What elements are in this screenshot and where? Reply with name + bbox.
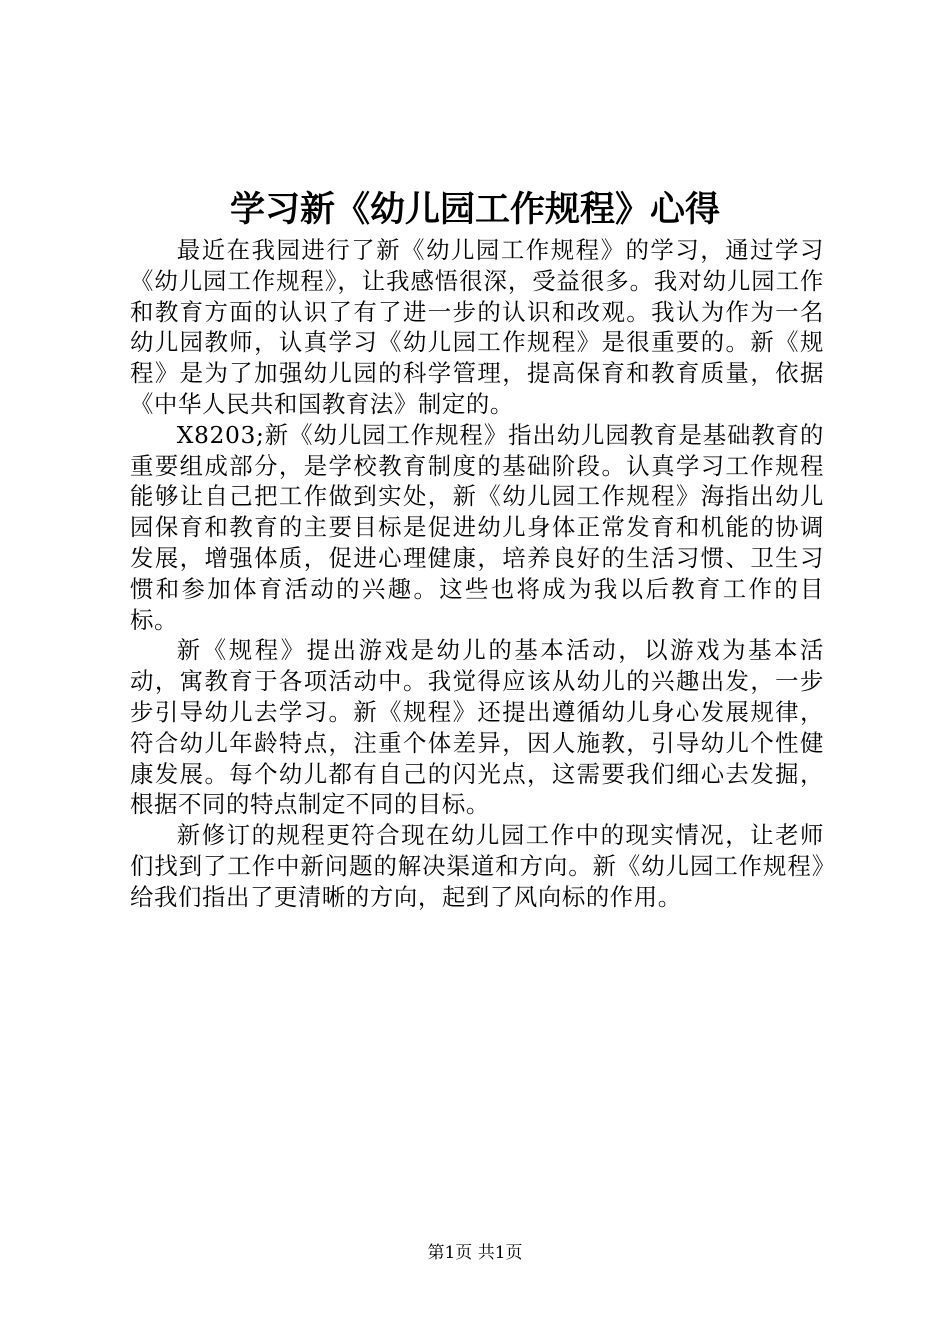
page-title: 学习新《幼儿园工作规程》心得: [229, 189, 720, 230]
paragraph-3: 新《规程》提出游戏是幼儿的基本活动，以游戏为基本活动，寓教育于各项活动中。我觉得应该从幼儿的兴趣出发，一步步引导幼儿去学习。新《规程》还提出遵循幼儿身心发展规律，符合幼儿年龄特点，注重个体差异，因人施教，引导幼儿个性健康发展。每个幼儿都有自己的闪光点，这需要我们细心去发掘，根据不同的特点制定不同的目标。: [130, 636, 824, 819]
paragraph-2: X8203;新《幼儿园工作规程》指出幼儿园教育是基础教育的重要组成部分，是学校教育制度的基础阶段。认真学习工作规程能够让自己把工作做到实处，新《幼儿园工作规程》海指出幼儿园保育和教育的主要目标是促进幼儿身体正常发育和机能的协调发展，增强体质，促进心理健康，培养良好的生活习惯、卫生习惯和参加体育活动的兴趣。这些也将成为我以后教育工作的目标。: [130, 420, 824, 634]
paragraph-4: 新修订的规程更符合现在幼儿园工作中的现实情况，让老师们找到了工作中新问题的解决渠道和方向。新《幼儿园工作规程》给我们指出了更清晰的方向，起到了风向标的作用。: [130, 821, 824, 911]
paragraph-1: 最近在我园进行了新《幼儿园工作规程》的学习，通过学习《幼儿园工作规程》，让我感悟很深，受益很多。我对幼儿园工作和教育方面的认识了有了进一步的认识和改观。我认为作为一名幼儿园教师，认真学习《幼儿园工作规程》是很重要的。新《规程》是为了加强幼儿园的科学管理，提高保育和教育质量，依据《中华人民共和国教育法》制定的。: [130, 236, 824, 418]
document-body: [130, 235, 824, 913]
page-number-footer: 第1页 共1页: [427, 1243, 523, 1263]
